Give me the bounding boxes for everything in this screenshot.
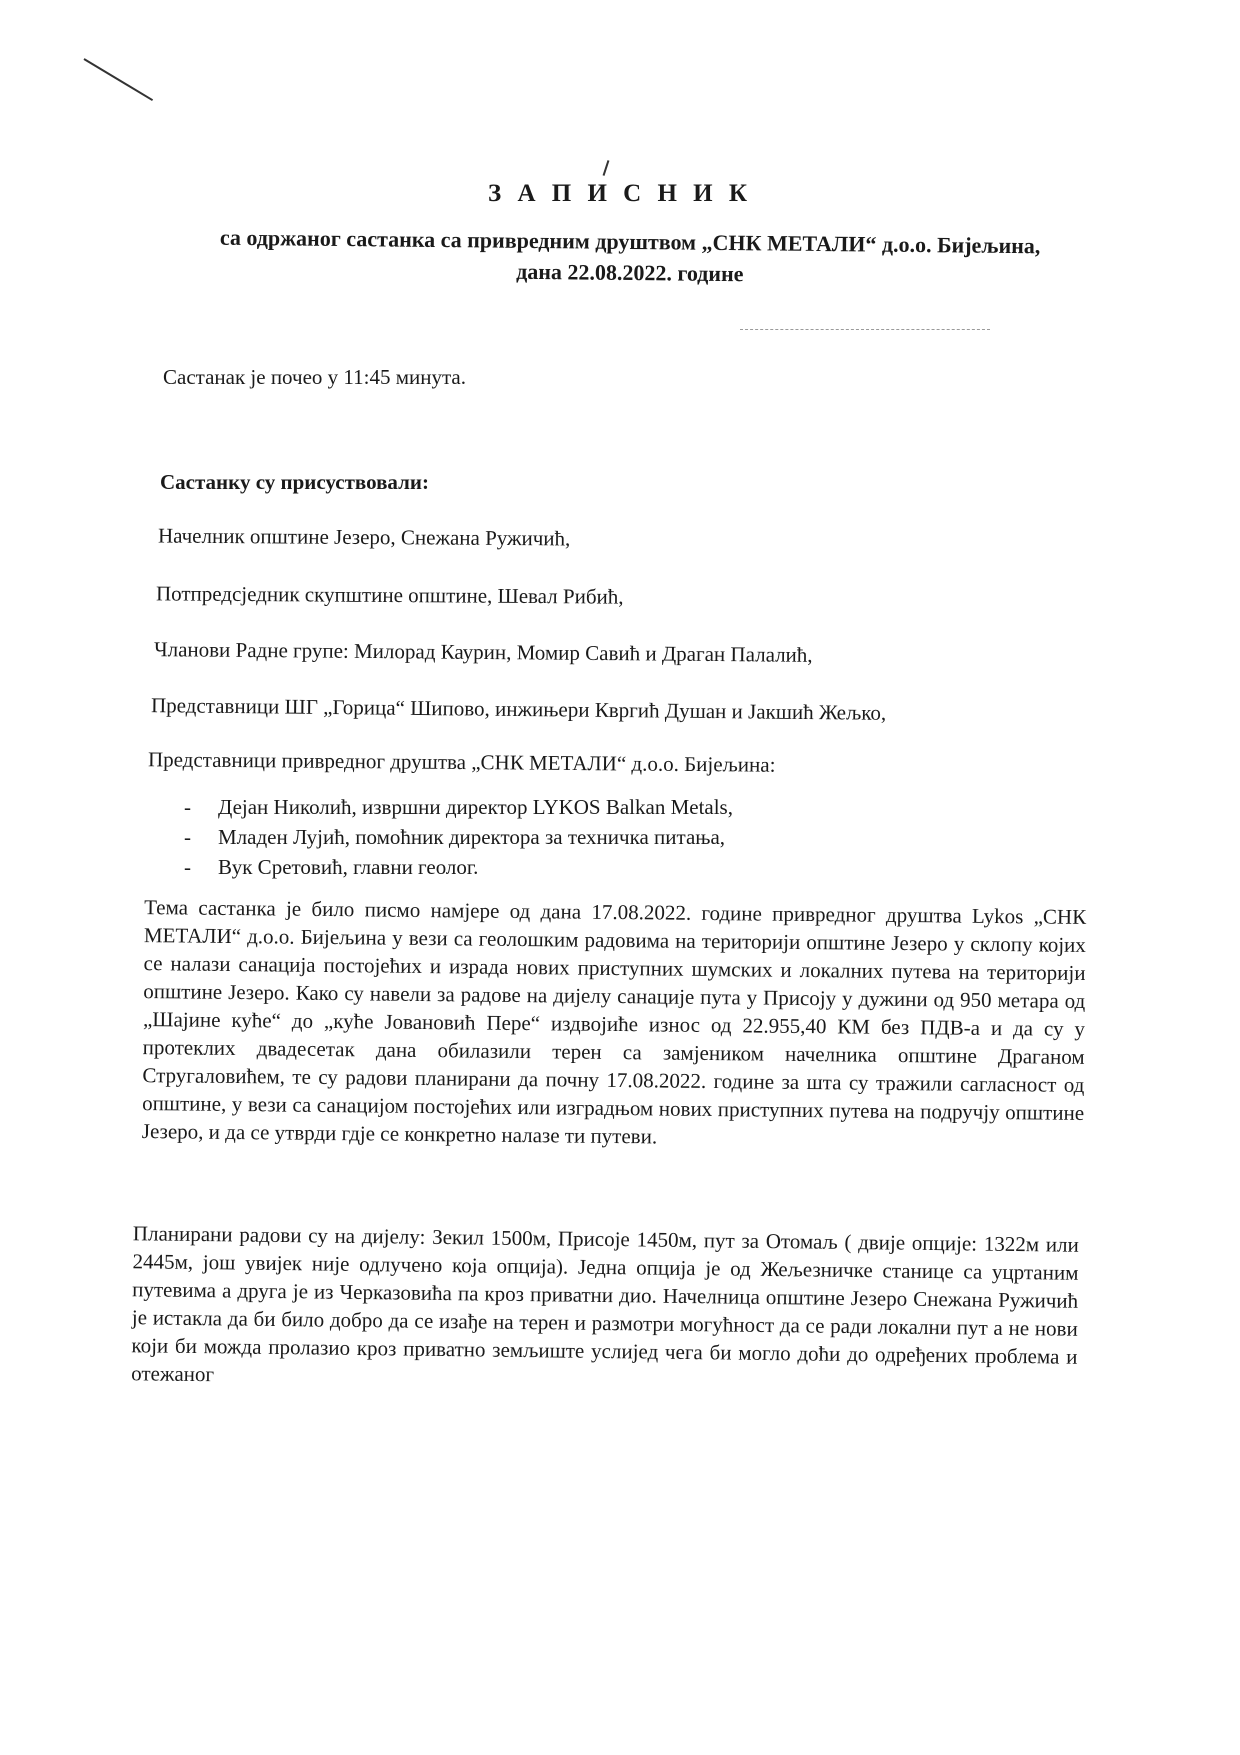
subtitle-line: дана 22.08.2022. године xyxy=(516,258,744,287)
attendee-line: Начелник општине Језеро, Снежана Ружичић, xyxy=(157,523,571,551)
list-item-text: Дејан Николић, извршни директор LYKOS Balkan Metals, xyxy=(218,795,733,819)
document-title: З А П И С Н И К xyxy=(488,180,752,207)
attendee-line: Представници привредног друштва „СНК МЕТАЛИ“ д.о.о. Бијељина: xyxy=(147,747,776,777)
attendee-line: Представници ШГ „Горица“ Шипово, инжињери Квргић Душан и Јакшић Жељко, xyxy=(150,693,887,725)
scan-mark xyxy=(603,160,610,176)
bullet-dash: - xyxy=(184,825,191,849)
list-item xyxy=(180,852,733,882)
scan-artifact-line xyxy=(740,329,990,330)
list-item-text: Младен Лујић, помоћник директора за техничка питања, xyxy=(218,825,726,849)
scan-mark xyxy=(83,58,153,101)
paragraph-planned-works: Планирани радови су на дијелу: Зекил 1500м, Присоје 1450м, пут за Отомаљ ( двије опције: 1322м или 2445м, још увијек није одлучено која опција). Једна опција је од Жељезничке станице са уцртаним путевима а друга је из Черказовића па кроз приватни дио. Начелница општине Језеро Снежана Ружичић је истакла да би било добро да се изађе на терен и размотри могућност да се ради локални пут а не нови који би можда пролазио кроз приватно земљиште услијед чега би могло доћи до одређених проблема и отежаног xyxy=(131,1221,1079,1387)
bullet-dash: - xyxy=(184,795,191,819)
list-item xyxy=(180,822,733,852)
document-subtitle xyxy=(150,221,1111,293)
company-reps-list xyxy=(180,792,733,882)
attendee-line: Чланови Радне групе: Милорад Каурин, Момир Савић и Драган Палалић, xyxy=(153,637,813,667)
bullet-dash: - xyxy=(184,855,191,879)
start-time-text: Састанак је почео у 11:45 минута. xyxy=(163,365,466,389)
attendee-line: Потпредсједник скупштине општине, Шевал Рибић, xyxy=(155,581,624,609)
list-item xyxy=(180,792,733,822)
subtitle-line: са одржаног састанка са привредним друштвом „СНК МЕТАЛИ“ д.о.о. Бијељина, xyxy=(219,224,1041,259)
paragraph-topic: Тема састанка је било писмо намјере од дана 17.08.2022. године привредног друштва Lykos „СНК МЕТАЛИ“ д.о.о. Бијељина у вези са геолошким радовима на територији општине Језеро у склопу којих се налази санација постојећих и израда нових приступних шумских и локалних путева на територији општине Језеро. Како су навели за радове на дијелу санације пута у Присоју у дужини од 950 метара од „Шајине куће“ до „куће Јовановић Пере“ издвојиће износ од 22.955,40 КМ без ПДВ-а и да су у протеклих двадесетак дана обилазили терен са замјеником начелника општине Драганом Стругаловићем, те су радови планирани да почну 17.08.2022. године за шта су тражили сагласност од општине, у вези са санацијом постојећих или изградњом нових приступних путева на подручју општине Језеро, и да се утврди гдје се конкретно налазе ти путеви. xyxy=(141,895,1087,1149)
attendees-heading: Састанку су присуствовали: xyxy=(160,470,429,494)
list-item-text: Вук Сретовић, главни геолог. xyxy=(218,855,479,879)
